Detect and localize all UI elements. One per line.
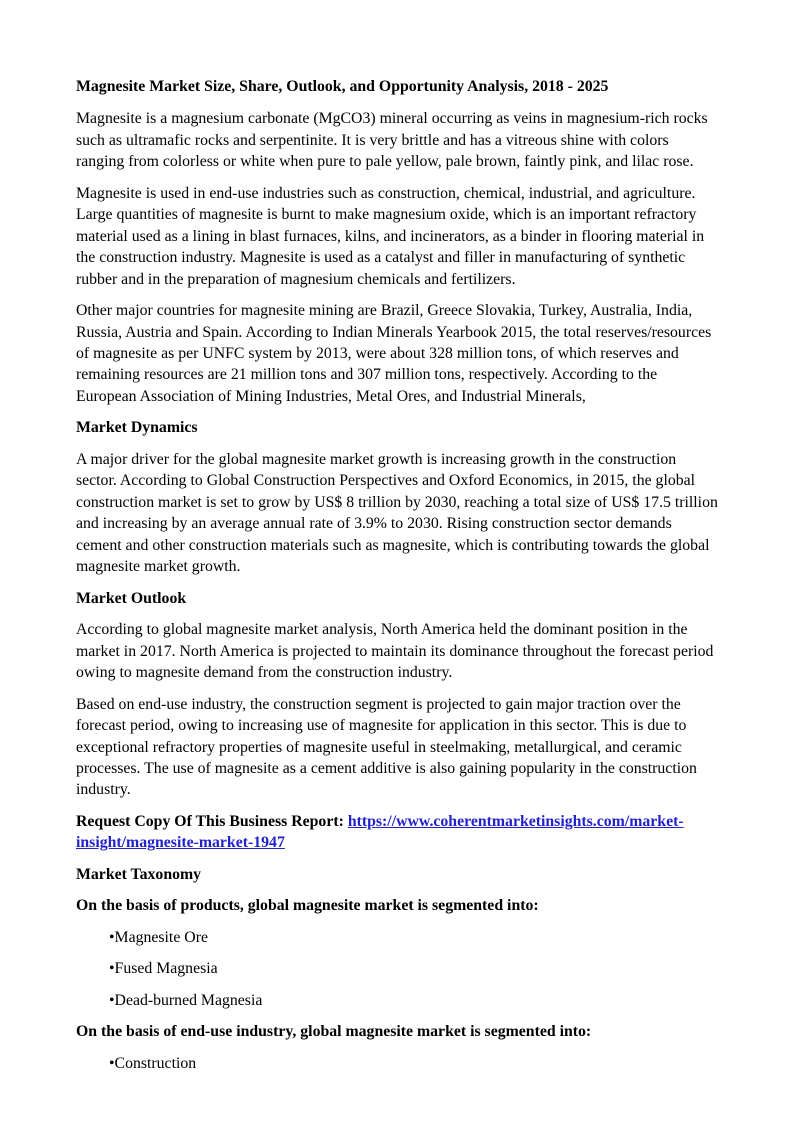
enduse-segment-heading: On the basis of end-use industry, global magnesite market is segmented into: (76, 1023, 592, 1041)
market-taxonomy-heading: Market Taxonomy (76, 865, 202, 883)
request-copy-label: Request Copy Of This Business Report: (76, 812, 348, 830)
product-list-item-dead-burned-magnesia: •Dead-burned Magnesia (109, 991, 263, 1009)
product-list-item-fused-magnesia: •Fused Magnesia (109, 960, 218, 978)
products-segment-heading: On the basis of products, global magnesite market is segmented into: (76, 897, 539, 915)
report-link[interactable]: https://www.coherentmarketinsights.com/market-insight/magnesite-market-1947 (76, 812, 684, 852)
market-dynamics-heading: Market Dynamics (76, 419, 198, 437)
intro-paragraph-3: Other major countries for magnesite mining are Brazil, Greece Slovakia, Turkey, Australia, India, Russia, Austria and Spain. According to Indian Minerals Yearbook 2015, the total reserves/resources of magnesite as per UNFC system by 2013, were about 328 million tons, of which reserves and remaining resources are 21 million tons and 307 million tons, respectively. According to the European Association of Mining Industries, Metal Ores, and Industrial Minerals, (76, 302, 712, 405)
document-title: Magnesite Market Size, Share, Outlook, and Opportunity Analysis, 2018 - 2025 (76, 78, 609, 95)
market-outlook-paragraph-1: According to global magnesite market analysis, North America held the dominant position in the market in 2017. North America is projected to maintain its dominance throughout the forecast period owing to magnesite demand from the construction industry. (76, 621, 714, 682)
enduse-list-item-construction: •Construction (109, 1054, 197, 1072)
request-copy-line (76, 811, 718, 854)
intro-paragraph-1: Magnesite is a magnesium carbonate (MgCO3) mineral occurring as veins in magnesium-rich rocks such as ultramafic rocks and serpentinite. It is very brittle and has a vitreous shine with colors ranging from colorless or white when pure to pale yellow, pale brown, faintly pink, and lilac rose. (76, 110, 708, 171)
product-list-item-magnesite-ore: •Magnesite Ore (109, 928, 208, 946)
intro-paragraph-2: Magnesite is used in end-use industries such as construction, chemical, industrial, and agriculture. Large quantities of magnesite is burnt to make magnesium oxide, which is an important refractory material used as a lining in blast furnaces, kilns, and incinerators, as a binder in flooring material in the construction industry. Magnesite is used as a catalyst and filler in manufacturing of synthetic rubber and in the preparation of magnesium chemicals and fertilizers. (76, 184, 705, 288)
market-dynamics-paragraph: A major driver for the global magnesite market growth is increasing growth in the construction sector. According to Global Construction Perspectives and Oxford Economics, in 2015, the global construction market is set to grow by US$ 8 trillion by 2030, reaching a total size of US$ 17.5 trillion and increasing by an average annual rate of 3.9% to 2030. Rising construction sector demands cement and other construction materials such as magnesite, which is contributing towards the global magnesite market growth. (76, 450, 718, 576)
market-outlook-paragraph-2: Based on end-use industry, the construction segment is projected to gain major traction over the forecast period, owing to increasing use of magnesite for application in this sector. This is due to exceptional refractory properties of magnesite useful in steelmaking, metallurgical, and ceramic processes. The use of magnesite as a cement additive is also gaining popularity in the construction industry. (76, 695, 697, 799)
market-outlook-heading: Market Outlook (76, 589, 187, 607)
